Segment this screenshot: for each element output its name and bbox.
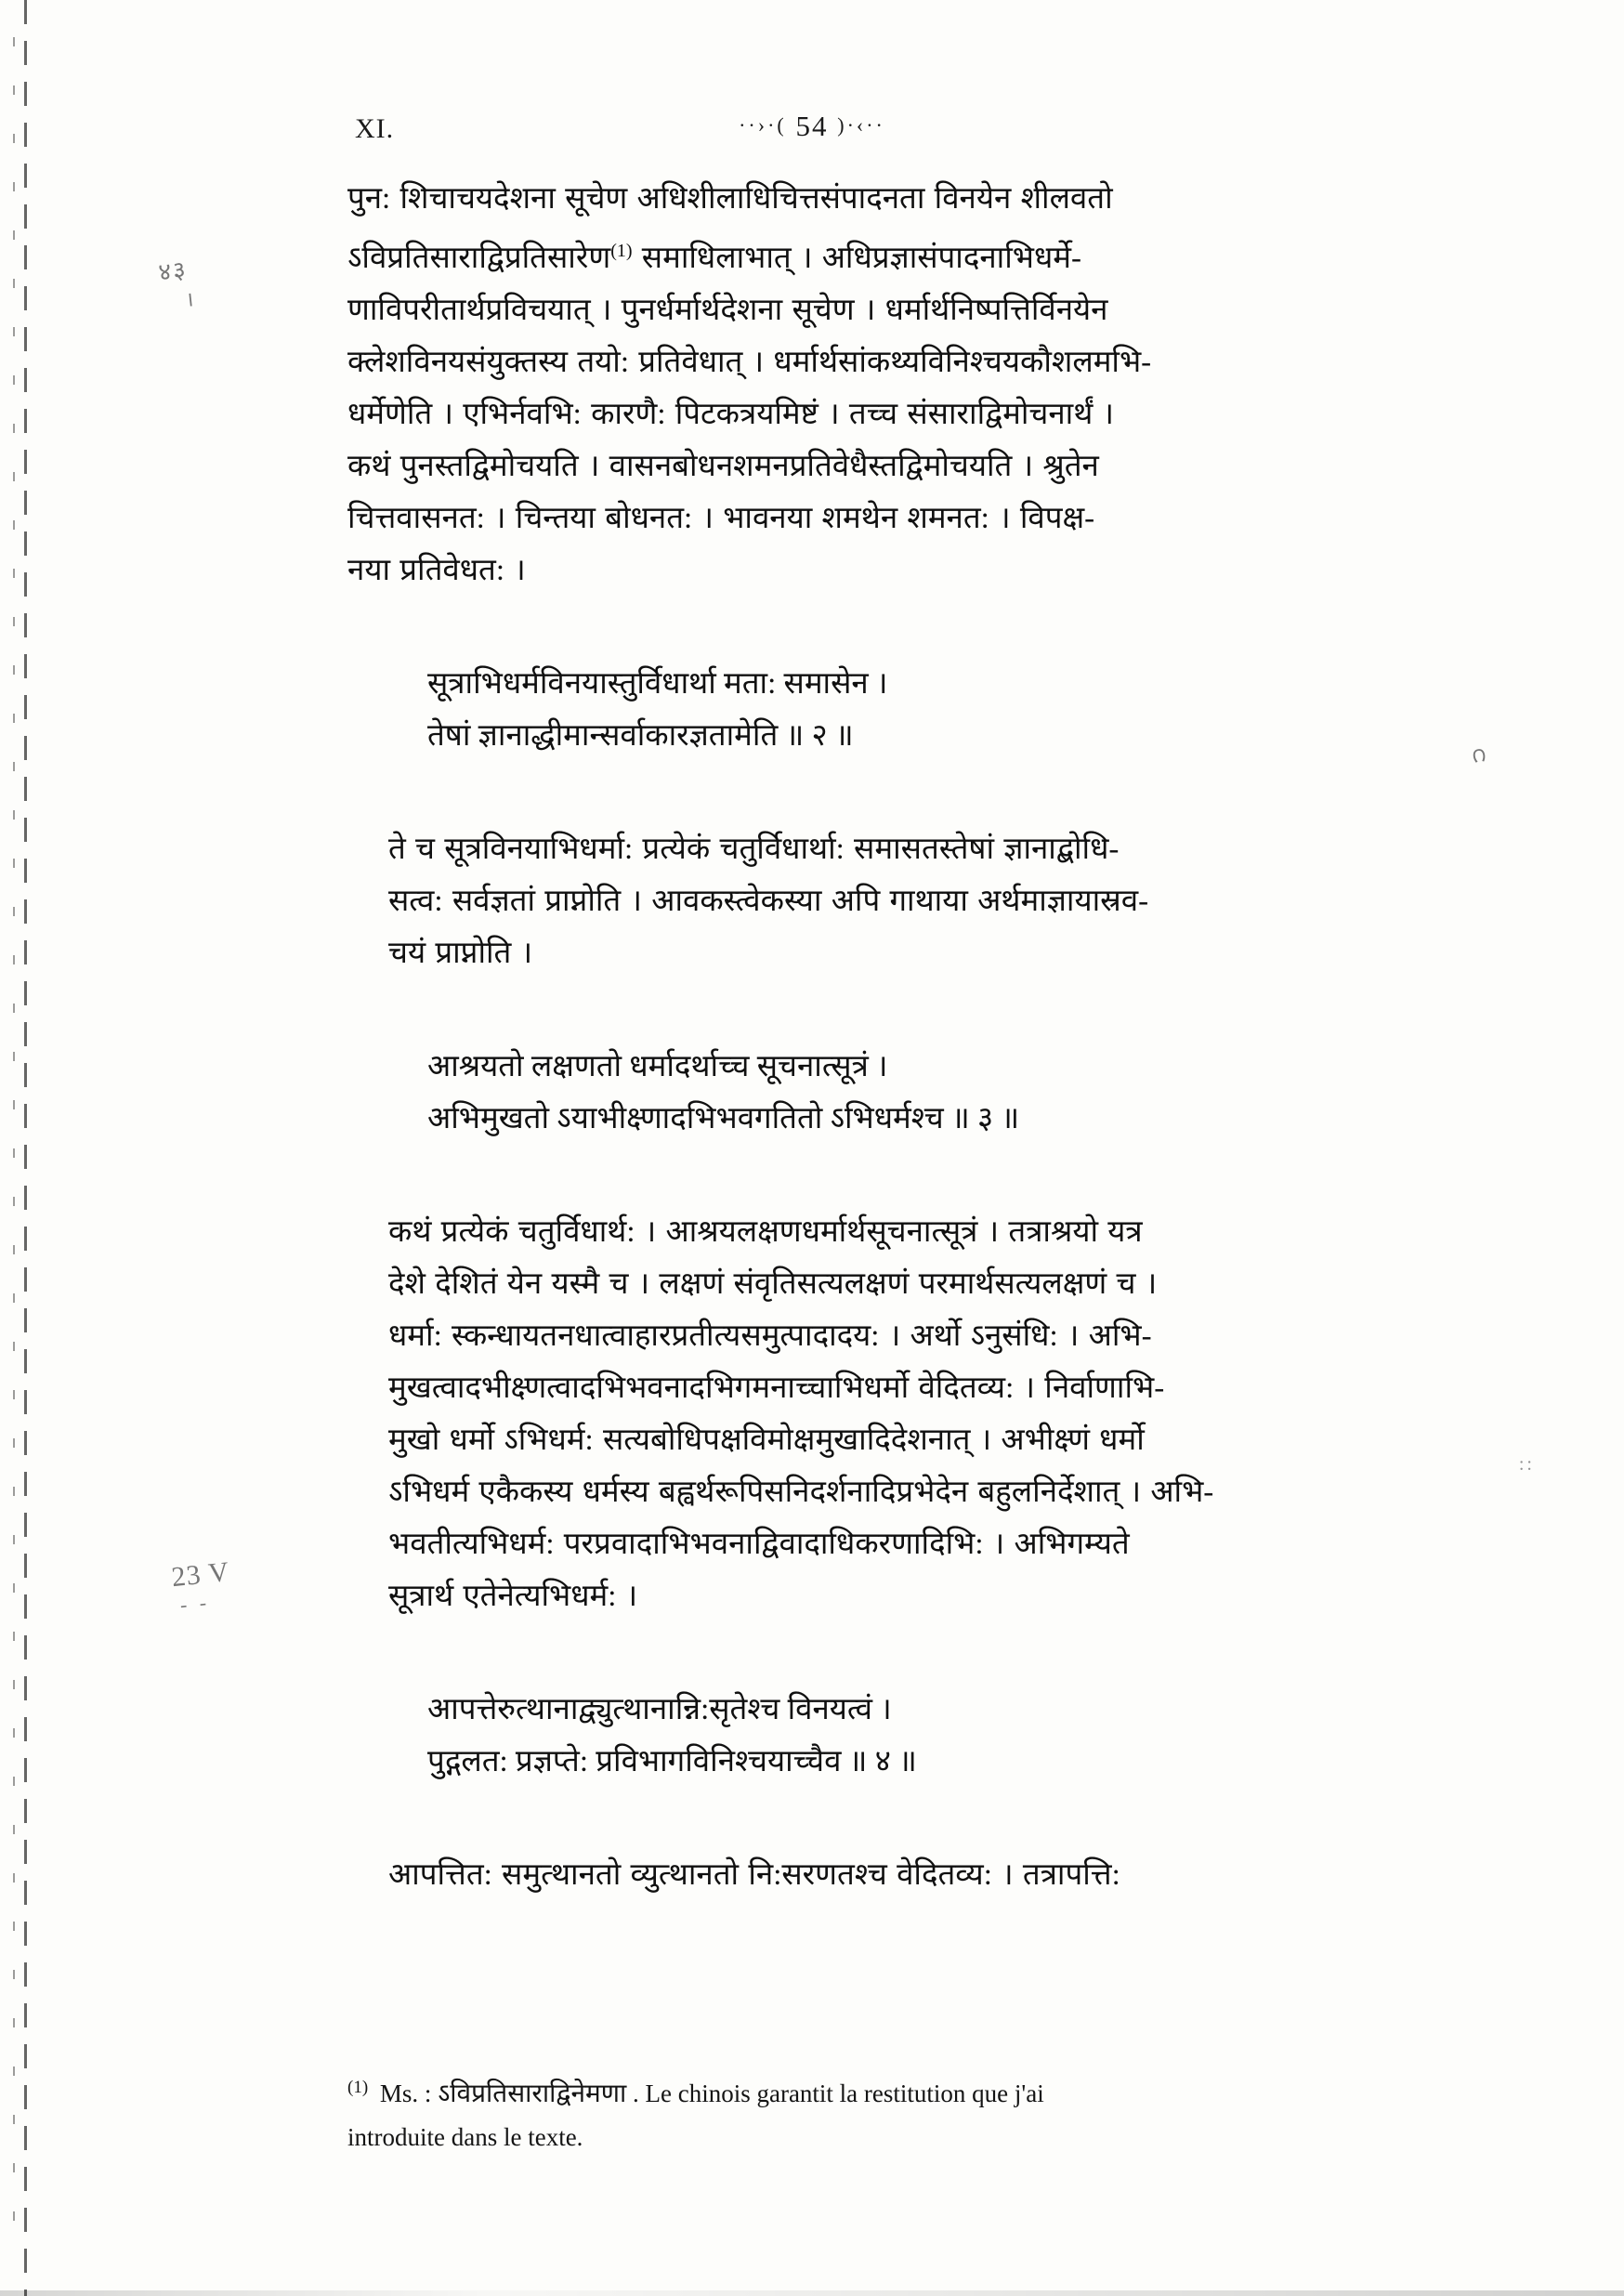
block-spacer xyxy=(347,1622,1277,1684)
text-line: चयं प्राप्नोति । xyxy=(388,937,533,970)
text-line: कथं प्रत्येकं चतुर्विधार्थ: । आश्रयलक्षणधर्मार्थसूचनात्सूत्रं । तत्राश्रयो यत्र xyxy=(388,1215,1143,1249)
text-line: नया प्रतिवेधत: । xyxy=(347,554,526,587)
scan-edge-artifact-inner xyxy=(13,37,15,2249)
block-spacer xyxy=(347,597,1277,658)
text-line: मुखत्वादभीक्ष्णत्वादभिभवनादभिगमनाच्चाभिधर्मो वेदितव्य: । निर्वाणाभि- xyxy=(388,1371,1165,1405)
text-line: पुन: शिचाचयदेशना सूचेण अधिशीलाधिचित्तसंपादनता विनयेन शीलवतो xyxy=(347,182,1113,216)
margin-note-top: ४३ । xyxy=(157,256,197,312)
footnote-devanagari-part: ऽविप्रतिसाराद्विनेमणा xyxy=(438,2080,627,2108)
verse-line: आश्रयतो लक्षणतो धर्मादर्थाच्च सूचनात्सूत्रं । xyxy=(427,1050,888,1083)
verse-block xyxy=(427,658,1277,762)
footnote-latin-part: . Le chinois garantit la restitution que j'ai xyxy=(633,2080,1044,2107)
text-line: ऽविप्रतिसाराद्विप्रतिसारेण$^{(1)}$ समाधिलाभात् । अधिप्रज्ञासंपादनाभिधर्मे- xyxy=(347,241,1081,275)
block-spacer xyxy=(347,1788,1277,1849)
page-folio xyxy=(0,110,1624,143)
text-line: देशे देशितं येन यस्मै च । लक्षणं संवृतिसत्यलक्षणं परमार्थसत्यलक्षणं च । xyxy=(388,1267,1158,1301)
verse-line: अभिमुखतो ऽयाभीक्ष्णादभिभवगतितो ऽभिधर्मश्च ॥ ३ ॥ xyxy=(427,1102,1020,1135)
running-head xyxy=(0,110,1624,151)
scan-edge-artifact-left xyxy=(24,0,27,2296)
block-spacer xyxy=(347,1145,1277,1206)
text-line: सूत्रार्थ एतेनेत्यभिधर्म: । xyxy=(388,1580,638,1613)
verse-line: पुद्गलत: प्रज्ञप्ते: प्रविभागविनिश्चयाच्चैव ॥ ४ ॥ xyxy=(427,1745,917,1778)
paragraph-block xyxy=(347,1849,1277,1901)
text-line: धर्मा: स्कन्धायतनधात्वाहारप्रतीत्यसमुत्पादादय: । अर्थो ऽनुसंधि: । अभि- xyxy=(388,1319,1152,1353)
footnote-block xyxy=(347,2066,1277,2158)
margin-dots-right: :: xyxy=(1518,1454,1535,1475)
text-line: भवतीत्यभिधर्म: परप्रवादाभिभवनाद्विवादाधिकरणादिभि: । अभिगम्यते xyxy=(388,1528,1130,1561)
footnote-line: introduite dans le texte. xyxy=(347,2123,583,2151)
folio-ornament-right: )·‹·· xyxy=(837,113,885,137)
chapter-number: XI. xyxy=(355,113,395,144)
verse-block xyxy=(427,1041,1277,1145)
text-line: कथं पुनस्तद्विमोचयति । वासनबोधनशमनप्रतिवेधैस्तद्विमोचयति । श्रुतेन xyxy=(347,450,1099,483)
text-line: सत्व: सर्वज्ञतां प्राप्नोति । आवकस्त्वेकस्या अपि गाथाया अर्थमाज्ञायास्रव- xyxy=(388,885,1149,918)
block-spacer xyxy=(347,979,1277,1041)
text-line: चित्तवासनत: । चिन्तया बोधनत: । भावनया शमथेन शमनत: । विपक्ष- xyxy=(347,502,1095,535)
scan-edge-artifact-bottom xyxy=(0,2290,1624,2296)
text-line: ते च सूत्रविनयाभिधर्मा: प्रत्येकं चतुर्विधार्था: समासतस्तेषां ज्ञानाद्बोधि- xyxy=(388,833,1120,866)
footnote-line xyxy=(347,2066,1277,2116)
paragraph-block xyxy=(347,1206,1277,1622)
text-line: धर्मेणेति । एभिर्नवभि: कारणै: पिटकत्रयमिष्टं । तच्च संसाराद्विमोचनार्थं । xyxy=(347,398,1115,431)
text-line: मुखो धर्मो ऽभिधर्म: सत्यबोधिपक्षविमोक्षमुखादिदेशनात् । अभीक्ष्णं धर्मो xyxy=(388,1424,1145,1457)
page-body xyxy=(347,173,1277,1901)
verse-line: तेषां ज्ञानाद्धीमान्सर्वाकारज्ञतामेति ॥ २ ॥ xyxy=(427,719,854,753)
verse-line: आपत्तेरुत्थानाद्व्युत्थानान्नि:सृतेश्च विनयत्वं । xyxy=(427,1693,892,1726)
folio-ornament-left: ··›·( xyxy=(739,113,787,137)
margin-note-bottom: 23 V - - xyxy=(170,1555,231,1617)
paragraph-block xyxy=(347,823,1277,979)
footnote-reference: (1) xyxy=(610,241,633,261)
verse-block xyxy=(427,1684,1277,1788)
block-spacer xyxy=(347,762,1277,823)
folio-number: 54 xyxy=(795,110,829,142)
footnote-marker: (1) xyxy=(347,2078,369,2097)
paragraph-block xyxy=(347,173,1277,597)
verse-line: सूत्राभिधर्मविनयास्तुर्विधार्था मता: समासेन । xyxy=(427,667,888,701)
text-line: ऽभिधर्म एकैकस्य धर्मस्य बह्वर्थरूपिसनिदर्शनादिप्रभेदेन बहुलनिर्देशात् । अभि- xyxy=(388,1476,1214,1509)
text-line: आपत्तित: समुत्थानतो व्युत्थानतो नि:सरणतश्च वेदितव्य: । तत्रापत्ति: xyxy=(388,1858,1120,1892)
text-line: क्लेशविनयसंयुक्तस्य तयो: प्रतिवेधात् । धर्मार्थसांकथ्यविनिश्चयकौशलमभि- xyxy=(347,346,1152,379)
text-line: णाविपरीतार्थप्रविचयात् । पुनर्धर्मार्थदेशना सूचेण । धर्मार्थनिष्पत्तिर्विनयेन xyxy=(347,294,1108,327)
footnote-latin-part: Ms. : xyxy=(379,2080,439,2107)
margin-mark-right: ౧ xyxy=(1471,742,1488,768)
